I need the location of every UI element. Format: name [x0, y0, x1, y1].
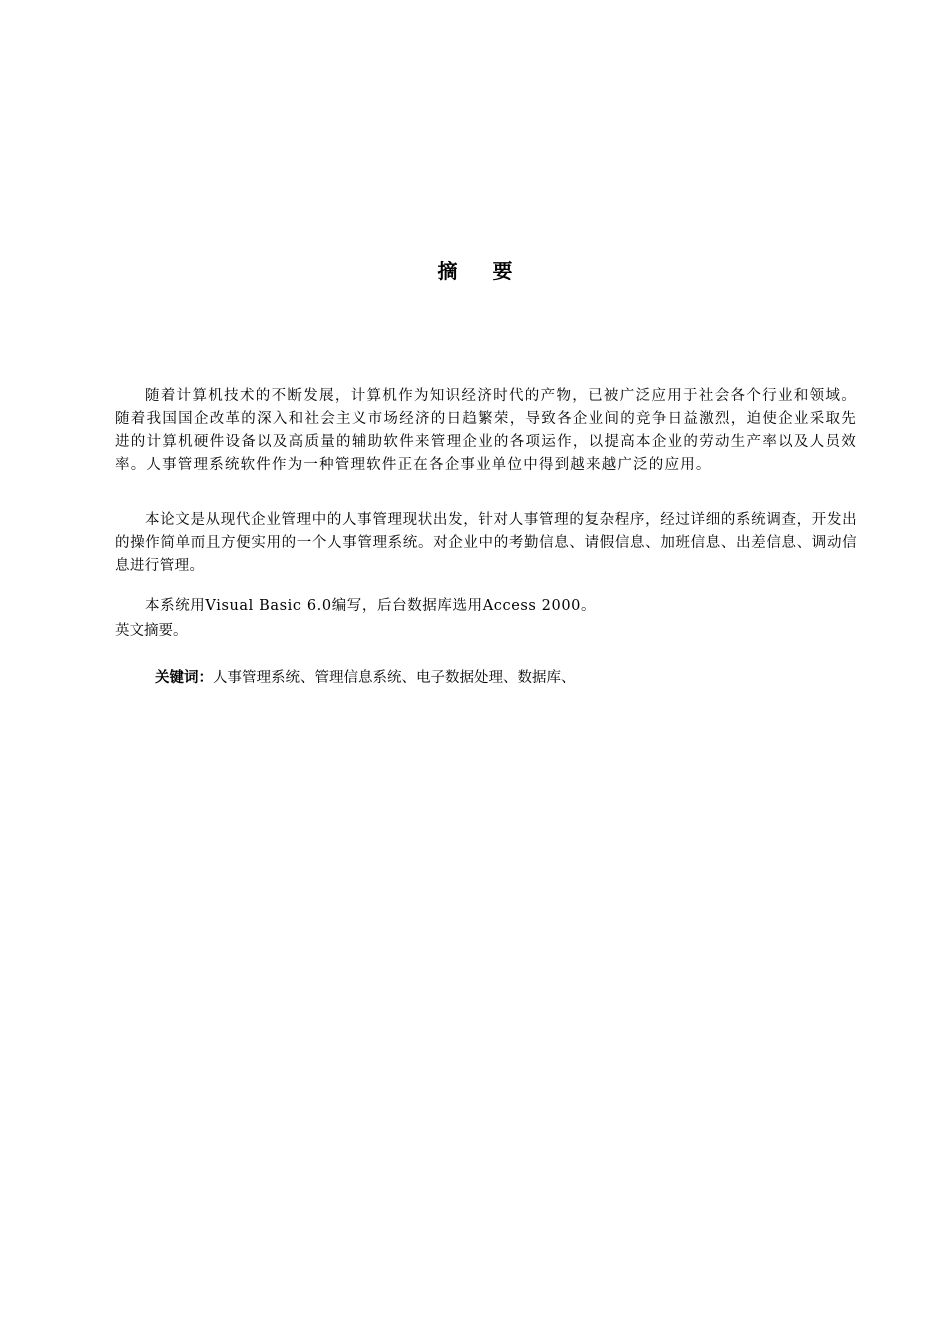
abstract-title: 摘 要 [437, 259, 527, 283]
abstract-paragraph-3: 本系统用Visual Basic 6.0编写，后台数据库选用Access 2000。 [145, 598, 597, 614]
keywords-line [155, 667, 855, 690]
keywords-text: 人事管理系统、管理信息系统、电子数据处理、数据库、 [213, 670, 576, 686]
keywords-label: 关键词： [155, 670, 213, 686]
abstract-paragraph-2: 本论文是从现代企业管理中的人事管理现状出发，针对人事管理的复杂程序，经过详细的系统调查，开发出的操作简单而且方便实用的一个人事管理系统。对企业中的考勤信息、请假信息、加班信息、出差信息、调动信息进行管理。 [115, 512, 857, 574]
abstract-paragraph-4: 英文摘要。 [115, 623, 188, 639]
abstract-paragraph-1: 随着计算机技术的不断发展，计算机作为知识经济时代的产物，已被广泛应用于社会各个行业和领域。随着我国国企改革的深入和社会主义市场经济的日趋繁荣，导致各企业间的竞争日益激烈，迫使企业采取先进的计算机硬件设备以及高质量的辅助软件来管理企业的各项运作，以提高本企业的劳动生产率以及人员效率。人事管理系统软件作为一种管理软件正在各企事业单位中得到越来越广泛的应用。 [115, 388, 857, 473]
